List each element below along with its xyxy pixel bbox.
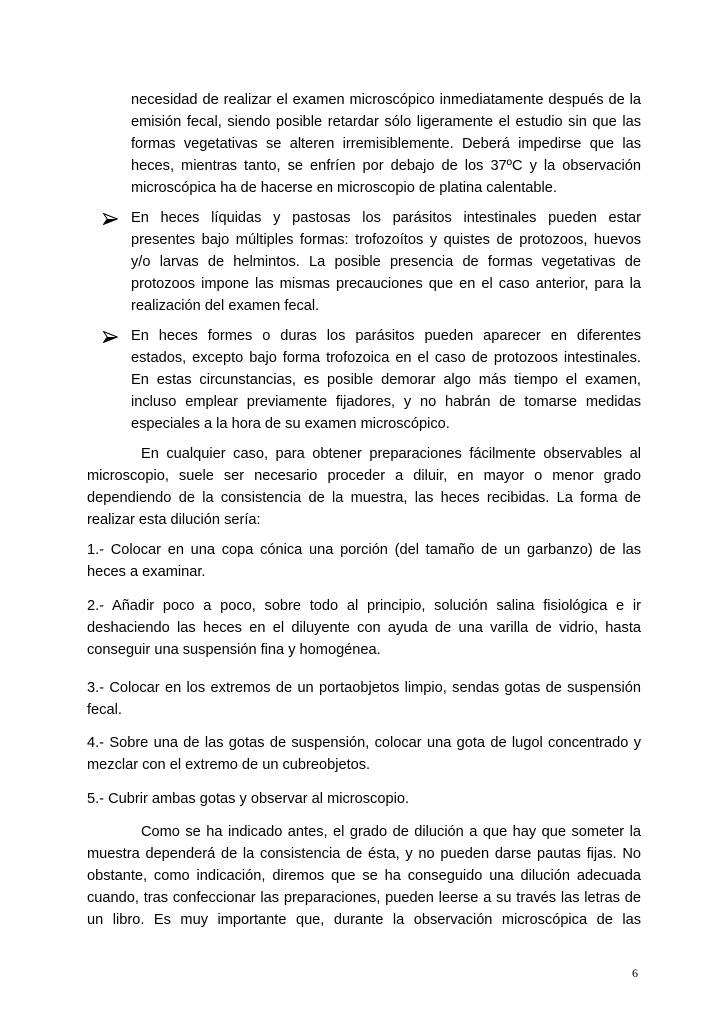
text-line: y/o larvas de helmintos. La posible presencia de formas vegetativas de [131, 254, 641, 270]
text-line: necesidad de realizar el examen microscópico inmediatamente después de la [131, 92, 641, 108]
text-line: microscópica ha de hacerse en microscopio de platina calentable. [131, 180, 557, 196]
text-line: obstante, como indicación, diremos que se ha conseguido una dilución adecuada [87, 868, 641, 884]
text-line: cuando, tras confeccionar las preparaciones, pueden leerse a su través las letras de [87, 890, 641, 906]
step-item [87, 595, 641, 661]
text-line: estados, excepto bajo forma trofozoica en el caso de protozoos intestinales. [131, 350, 641, 366]
text-line: Como se ha indicado antes, el grado de dilución a que hay que someter la [141, 824, 641, 840]
text-line: microscopio, suele ser necesario proceder a diluir, en mayor o menor grado [87, 468, 641, 484]
text-line: 1.- Colocar en una copa cónica una porción (del tamaño de un garbanzo) de las [87, 542, 641, 558]
text-line: 2.- Añadir poco a poco, sobre todo al principio, solución salina fisiológica e ir [87, 598, 641, 614]
text-line: 5.- Cubrir ambas gotas y observar al microscopio. [87, 791, 409, 807]
text-line: muestra dependerá de la consistencia de ésta, y no pueden darse pautas fijas. No [87, 846, 641, 862]
text-line: 3.- Colocar en los extremos de un portaobjetos limpio, sendas gotas de suspensión [87, 680, 641, 696]
text-line: heces a examinar. [87, 564, 206, 580]
text-line: un libro. Es muy importante que, durante la observación microscópica de las [87, 912, 641, 928]
step-item [87, 539, 641, 583]
arrowhead-bullet-icon [103, 331, 118, 343]
text-line: heces, mientras tanto, se enfríen por debajo de los 37ºC y la observación [131, 158, 641, 174]
text-line: incluso emplear previamente fijadores, y no habrán de tomarse medidas [131, 394, 641, 410]
text-line: realización del examen fecal. [131, 298, 320, 314]
bullet-item [131, 207, 641, 317]
text-line: 4.- Sobre una de las gotas de suspensión, colocar una gota de lugol concentrado y [87, 735, 641, 751]
text-line: En cualquier caso, para obtener preparaciones fácilmente observables al [141, 446, 641, 462]
paragraph-dilution-intro [87, 443, 641, 531]
text-line: En heces líquidas y pastosas los parásitos intestinales pueden estar [131, 210, 641, 226]
step-item [87, 677, 641, 721]
paragraph-closing [87, 821, 641, 931]
bullet-item [131, 325, 641, 435]
text-line: emisión fecal, siendo posible retardar sólo ligeramente el estudio sin que las [131, 114, 641, 130]
page-number: 6 [632, 966, 638, 980]
text-line: En estas circunstancias, es posible demorar algo más tiempo el examen, [131, 372, 641, 388]
text-line: deshaciendo las heces en el diluyente con ayuda de una varilla de vidrio, hasta [87, 620, 641, 636]
step-item [87, 732, 641, 776]
arrowhead-bullet-icon [103, 213, 118, 225]
step-item [87, 788, 641, 810]
text-line: mezclar con el extremo de un cubreobjetos. [87, 757, 371, 773]
text-line: protozoos impone las mismas precauciones que en el caso anterior, para la [131, 276, 641, 292]
text-line: conseguir una suspensión fina y homogénea. [87, 642, 381, 658]
text-line: dependiendo de la consistencia de la muestra, las heces recibidas. La forma de [87, 490, 641, 506]
text-line: realizar esta dilución sería: [87, 512, 261, 528]
text-line: presentes bajo múltiples formas: trofozoítos y quistes de protozoos, huevos [131, 232, 641, 248]
text-line: fecal. [87, 702, 122, 718]
text-line: En heces formes o duras los parásitos pueden aparecer en diferentes [131, 328, 641, 344]
continued-bullet-text [131, 89, 641, 199]
text-line: especiales a la hora de su examen microscópico. [131, 416, 450, 432]
text-line: formas vegetativas se alteren irremisiblemente. Deberá impedirse que las [131, 136, 641, 152]
